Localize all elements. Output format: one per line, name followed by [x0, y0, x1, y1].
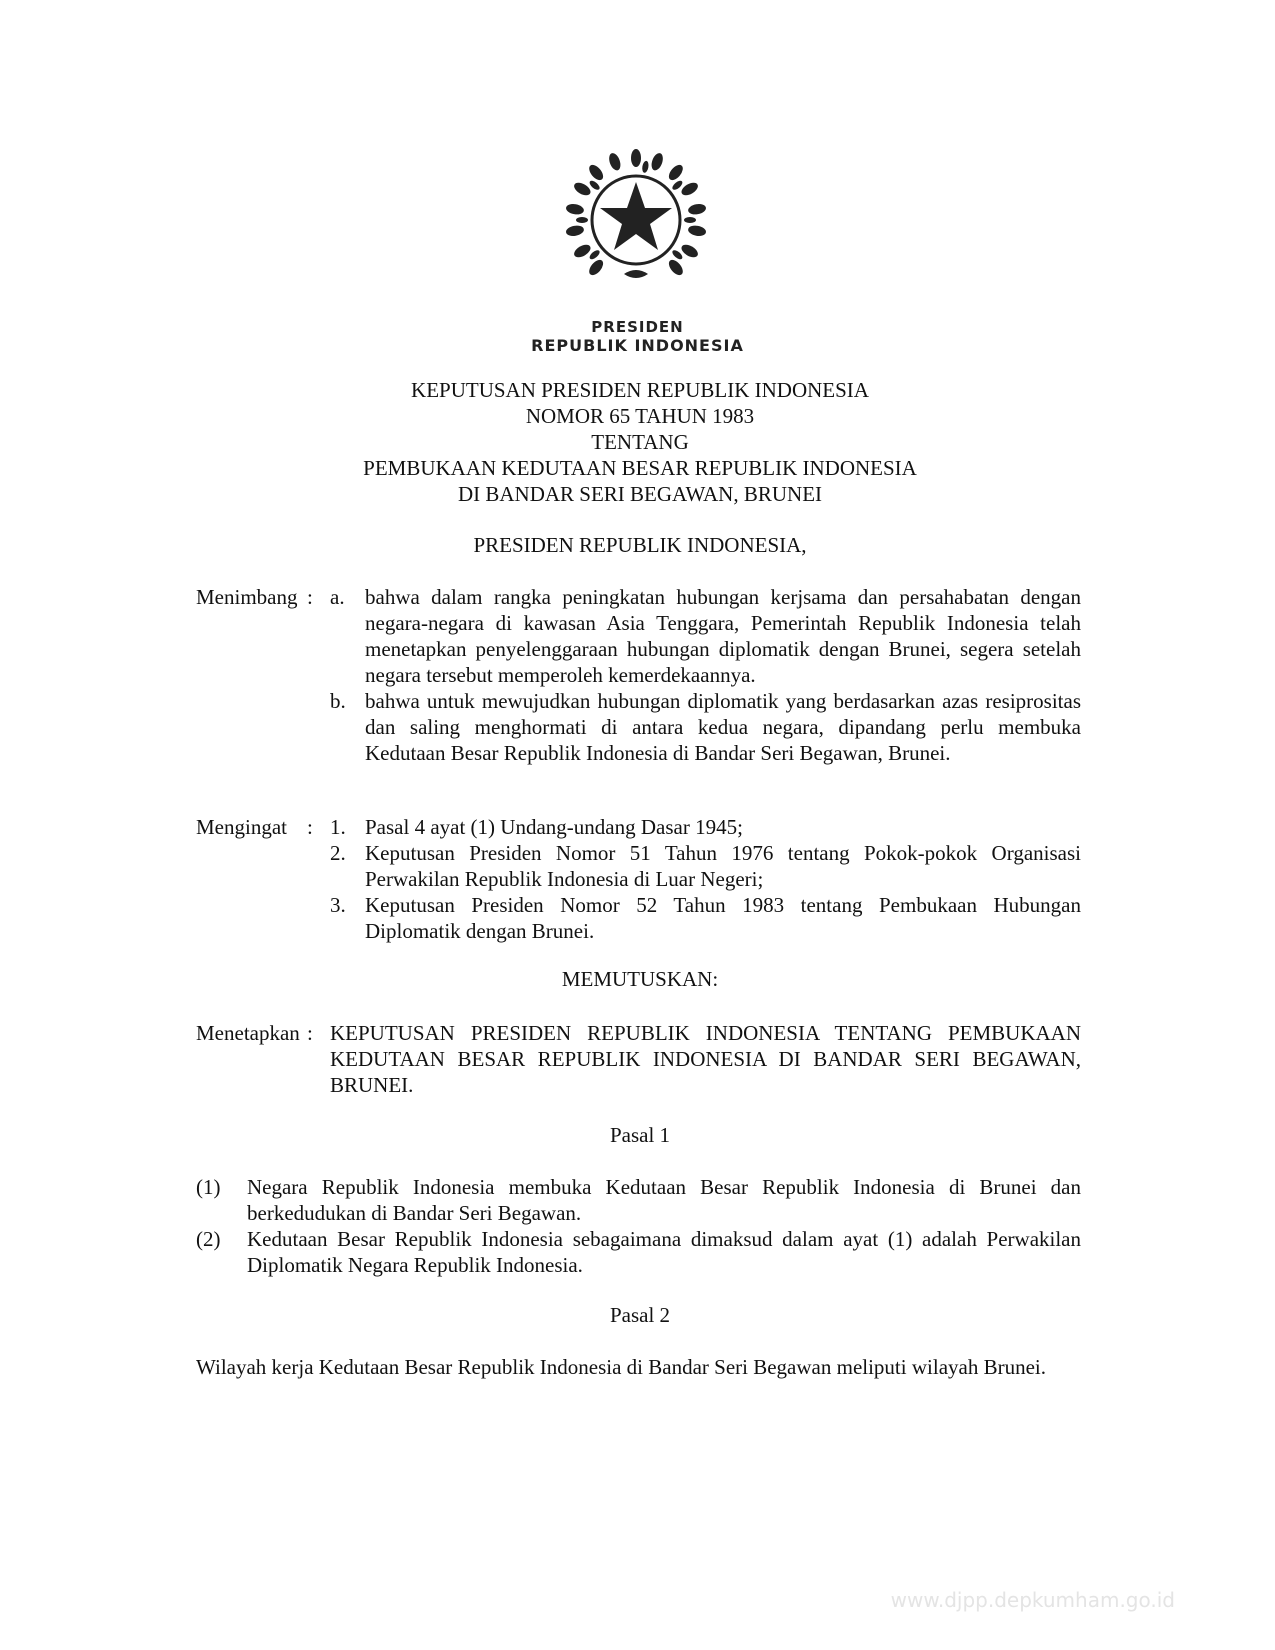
ayat-marker: (1) [196, 1175, 221, 1199]
document-title [180, 377, 1100, 507]
presidential-emblem [560, 146, 712, 298]
ayat-marker: (2) [196, 1227, 221, 1251]
seal-caption-line2: REPUBLIK INDONESIA [531, 336, 744, 355]
section-colon: : [307, 815, 313, 839]
section-label: Menetapkan [196, 1021, 300, 1045]
president-heading: PRESIDEN REPUBLIK INDONESIA, [473, 533, 807, 557]
section-colon: : [307, 1021, 313, 1045]
title-line: TENTANG [591, 430, 689, 454]
pasal-2-text: Wilayah kerja Kedutaan Besar Republik Indonesia di Bandar Seri Begawan meliputi wilayah Brunei. [196, 1355, 1046, 1379]
list-marker: 1. [330, 815, 346, 839]
wreath-star-icon [560, 146, 712, 298]
list-marker: b. [330, 689, 346, 713]
list-text: Pasal 4 ayat (1) Undang-undang Dasar 1945; [365, 815, 743, 839]
list-marker: 2. [330, 841, 346, 865]
list-marker: 3. [330, 893, 346, 917]
section-colon: : [307, 585, 313, 609]
seal-caption-line1: PRESIDEN [591, 318, 684, 336]
pasal-1-heading: Pasal 1 [609, 1123, 671, 1147]
memutuskan-heading: MEMUTUSKAN: [561, 967, 719, 991]
list-text: Keputusan Presiden Nomor 51 Tahun 1976 tentang Pokok-pokok Organisasi Perwakilan Republik Indonesia di Luar Negeri; [365, 841, 1081, 891]
title-line: DI BANDAR SERI BEGAWAN, BRUNEI [457, 482, 823, 506]
title-line: KEPUTUSAN PRESIDEN REPUBLIK INDONESIA [411, 378, 869, 402]
list-text: bahwa untuk mewujudkan hubungan diplomatik yang berdasarkan azas resiprositas dan saling menghormati di antara kedua negara, dipandang perlu membuka Kedutaan Besar Republik Indonesia di Bandar Seri Begawan, Brunei. [365, 689, 1081, 765]
watermark: www.djpp.depkumham.go.id [890, 1588, 1175, 1612]
list-text: bahwa dalam rangka peningkatan hubungan kerjsama dan persahabatan dengan negara-negara di kawasan Asia Tenggara, Pemerintah Republik Indonesia telah menetapkan penyelenggaraan hubungan diplomatik dengan Brunei, segera setelah negara tersebut memperoleh kemerdekaannya. [365, 585, 1081, 687]
title-line: PEMBUKAAN KEDUTAAN BESAR REPUBLIK INDONESIA [363, 456, 917, 480]
section-label: Menimbang [196, 585, 298, 609]
ayat-text: Negara Republik Indonesia membuka Kedutaan Besar Republik Indonesia di Brunei dan berkedudukan di Bandar Seri Begawan. [247, 1175, 1081, 1225]
menetapkan-text: KEPUTUSAN PRESIDEN REPUBLIK INDONESIA TENTANG PEMBUKAAN KEDUTAAN BESAR REPUBLIK INDONESIA DI BANDAR SERI BEGAWAN, BRUNEI. [330, 1021, 1081, 1097]
list-text: Keputusan Presiden Nomor 52 Tahun 1983 tentang Pembukaan Hubungan Diplomatik dengan Brunei. [365, 893, 1081, 943]
list-marker: a. [330, 585, 345, 609]
title-line: NOMOR 65 TAHUN 1983 [525, 404, 755, 428]
section-label: Mengingat [196, 815, 287, 839]
ayat-text: Kedutaan Besar Republik Indonesia sebagaimana dimaksud dalam ayat (1) adalah Perwakilan Diplomatik Negara Republik Indonesia. [247, 1227, 1081, 1277]
pasal-2-heading: Pasal 2 [609, 1303, 671, 1327]
